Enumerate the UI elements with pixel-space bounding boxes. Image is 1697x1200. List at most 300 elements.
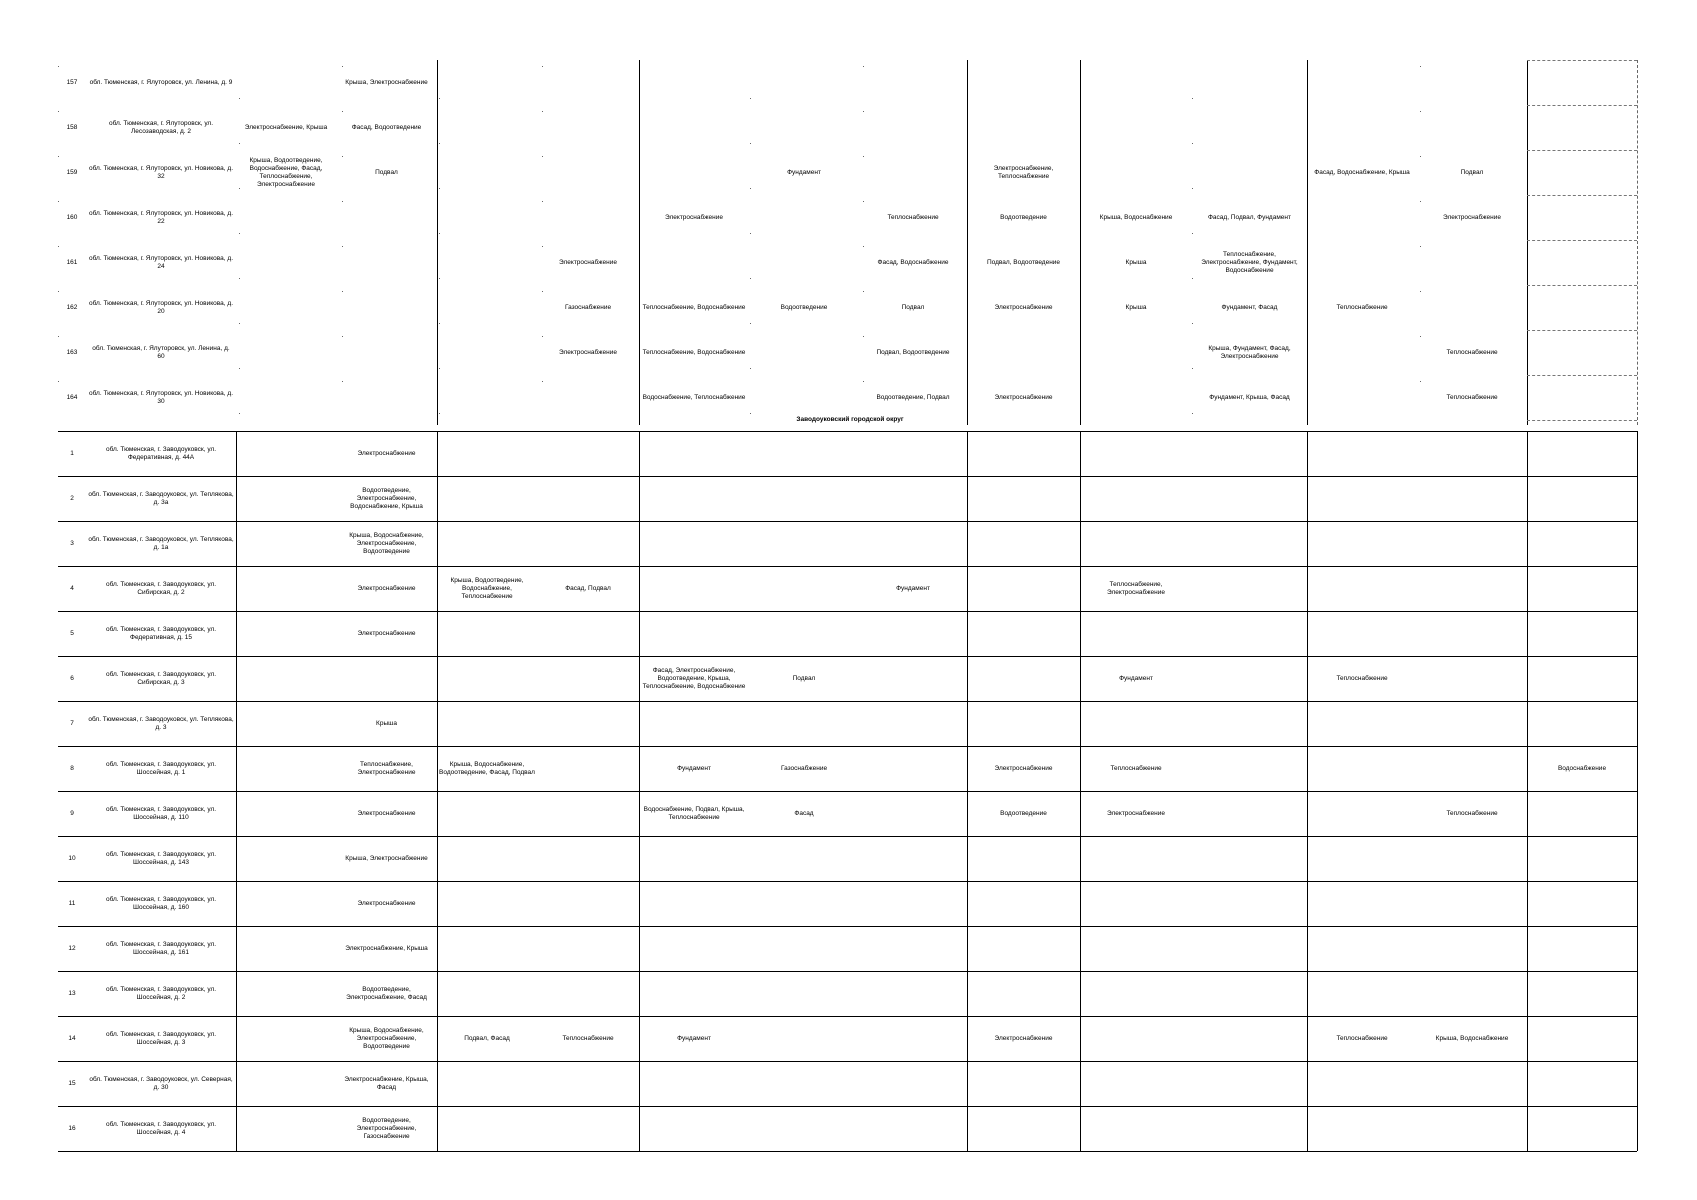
work-type-cell: [641, 432, 747, 475]
work-type-cell: [1309, 106, 1415, 149]
work-type-cell: [1082, 196, 1190, 239]
cell-text: Теплоснабжение, Водоснабжение: [642, 348, 746, 356]
work-type-cell: [1082, 331, 1190, 374]
work-type-cell: [861, 522, 965, 565]
work-type-cell: [1082, 477, 1190, 520]
work-type-cell: [1082, 657, 1190, 700]
work-type-cell: [969, 331, 1078, 374]
row-number: [60, 792, 84, 835]
work-type-cell: [238, 837, 334, 880]
cell-text: 10: [68, 854, 76, 862]
row-number: [60, 702, 84, 745]
work-type-cell: [1309, 151, 1415, 194]
work-type-cell: [439, 972, 535, 1015]
work-type-cell: [1194, 882, 1305, 925]
work-type-cell: [539, 657, 637, 700]
work-type-cell: [1419, 1062, 1525, 1105]
work-type-cell: [1309, 376, 1415, 419]
work-type-cell: [1082, 972, 1190, 1015]
work-type-cell: [969, 567, 1078, 610]
work-type-cell: [238, 477, 334, 520]
cell-text: Фасад, Водоснабжение: [877, 258, 949, 266]
cell-text: Подвал, Фасад: [464, 1034, 510, 1042]
cell-text: обл. Тюменская, г. Заводоуковск, ул. Сибирская, д. 3: [105, 670, 217, 686]
work-type-cell: [1419, 196, 1525, 239]
work-type-cell: [641, 792, 747, 835]
work-type-cell: [439, 747, 535, 790]
work-type-cell: [751, 657, 857, 700]
work-type-cell: [641, 1062, 747, 1105]
work-type-cell: [1419, 286, 1525, 329]
work-type-cell: [751, 1107, 857, 1150]
cell-text: Электроснабжение: [357, 584, 416, 592]
work-type-cell: [861, 331, 965, 374]
work-type-cell: [861, 477, 965, 520]
cell-text: Электроснабжение: [994, 303, 1053, 311]
cell-text: Крыша, Водоснабжение: [1099, 213, 1173, 221]
work-type-cell: [969, 1062, 1078, 1105]
row-number: [60, 612, 84, 655]
work-type-cell: [1082, 1062, 1190, 1105]
work-type-cell: [751, 61, 857, 104]
cell-text: 1: [70, 449, 74, 457]
work-type-cell: [238, 927, 334, 970]
cell-text: Электроснабжение: [559, 258, 617, 266]
work-type-cell: [641, 927, 747, 970]
work-type-cell: [1082, 151, 1190, 194]
work-type-cell: [338, 747, 435, 790]
work-type-cell: [1082, 567, 1190, 610]
cell-text: Подвал: [375, 168, 398, 176]
cell-text: Водоотведение: [780, 303, 828, 311]
cell-text: Теплоснабжение, Электроснабжение: [357, 760, 416, 776]
work-type-cell: [1082, 522, 1190, 565]
work-type-cell: [338, 972, 435, 1015]
work-type-cell: [338, 1062, 435, 1105]
cell-text: обл. Тюменская, г. Заводоуковск, ул. Шоссейная, д. 4: [105, 1120, 217, 1136]
work-type-cell: [861, 882, 965, 925]
row-number: [60, 196, 84, 239]
address-cell: [88, 612, 234, 655]
work-type-cell: [338, 837, 435, 880]
cell-text: обл. Тюменская, г. Ялуторовск, ул. Новикова, д. 22: [89, 209, 233, 225]
cell-text: Крыша, Фундамент, Фасад, Электроснабжение: [1208, 344, 1291, 360]
scan-mark: [58, 66, 59, 67]
cell-text: Подвал: [901, 303, 925, 311]
cell-text: обл. Тюменская, г. Заводоуковск, ул. Шоссейная, д. 1: [105, 760, 217, 776]
work-type-cell: [1082, 241, 1190, 284]
cell-text: Газоснабжение: [780, 764, 828, 772]
work-type-cell: [1309, 702, 1415, 745]
work-type-cell: [439, 1062, 535, 1105]
grid-line-vertical: [1637, 431, 1638, 1151]
cell-text: Фундамент, Фасад: [1221, 303, 1278, 311]
work-type-cell: [238, 1017, 334, 1060]
work-type-cell: [1309, 196, 1415, 239]
row-number: [60, 657, 84, 700]
work-type-cell: [338, 432, 435, 475]
work-type-cell: [1529, 331, 1635, 374]
work-type-cell: [1529, 747, 1635, 790]
cell-text: Теплоснабжение: [1110, 764, 1162, 772]
cell-text: Подвал: [1460, 168, 1484, 176]
work-type-cell: [1529, 882, 1635, 925]
work-type-cell: [969, 432, 1078, 475]
work-type-cell: [641, 612, 747, 655]
cell-text: Фундамент, Крыша, Фасад: [1209, 393, 1290, 401]
cell-text: Электроснабжение: [665, 213, 723, 221]
work-type-cell: [751, 972, 857, 1015]
work-type-cell: [861, 612, 965, 655]
work-type-cell: [439, 1017, 535, 1060]
cell-text: 160: [66, 213, 78, 221]
work-type-cell: [1194, 792, 1305, 835]
work-type-cell: [1194, 61, 1305, 104]
work-type-cell: [1529, 106, 1635, 149]
work-type-cell: [238, 702, 334, 745]
work-type-cell: [338, 927, 435, 970]
cell-text: Электроснабжение: [994, 1034, 1053, 1042]
cell-text: обл. Тюменская, г. Заводоуковск, ул. Сибирская, д. 2: [105, 580, 217, 596]
row-number: [60, 331, 84, 374]
work-type-cell: [1419, 1017, 1525, 1060]
work-type-cell: [1194, 522, 1305, 565]
work-type-cell: [1529, 702, 1635, 745]
cell-text: 13: [68, 989, 76, 997]
address-cell: [88, 522, 234, 565]
work-type-cell: [641, 657, 747, 700]
work-type-cell: [641, 477, 747, 520]
cell-text: обл. Тюменская, г. Заводоуковск, ул. Федеративная, д. 15: [105, 625, 217, 641]
work-type-cell: [641, 286, 747, 329]
row-number: [60, 567, 84, 610]
work-type-cell: [1529, 657, 1635, 700]
work-type-cell: [1529, 151, 1635, 194]
work-type-cell: [969, 972, 1078, 1015]
work-type-cell: [751, 927, 857, 970]
work-type-cell: [338, 151, 435, 194]
work-type-cell: [1419, 331, 1525, 374]
cell-text: Электроснабжение, Крыша: [244, 123, 328, 131]
cell-text: 4: [70, 584, 74, 592]
work-type-cell: [969, 241, 1078, 284]
work-type-cell: [539, 151, 637, 194]
work-type-cell: [1309, 286, 1415, 329]
work-type-cell: [238, 331, 334, 374]
work-type-cell: [1529, 61, 1635, 104]
work-type-cell: [641, 241, 747, 284]
cell-text: обл. Тюменская, г. Ялуторовск, ул. Новикова, д. 30: [89, 389, 233, 405]
work-type-cell: [1419, 477, 1525, 520]
work-type-cell: [238, 1062, 334, 1105]
grid-line-vertical: [967, 60, 968, 425]
work-type-cell: [1194, 241, 1305, 284]
work-type-cell: [861, 972, 965, 1015]
work-type-cell: [861, 1107, 965, 1150]
work-type-cell: [439, 196, 535, 239]
cell-text: Фундамент: [1119, 674, 1153, 682]
work-type-cell: [861, 792, 965, 835]
work-type-cell: [439, 331, 535, 374]
grid-line-vertical: [639, 60, 640, 425]
grid-line-vertical: [437, 60, 438, 425]
work-type-cell: [1309, 1062, 1415, 1105]
work-type-cell: [1419, 612, 1525, 655]
work-type-cell: [1529, 1017, 1635, 1060]
work-type-cell: [1309, 477, 1415, 520]
work-type-cell: [751, 1017, 857, 1060]
work-type-cell: [539, 241, 637, 284]
work-type-cell: [641, 567, 747, 610]
work-type-cell: [1309, 1017, 1415, 1060]
cell-text: Теплоснабжение: [1446, 393, 1498, 401]
work-type-cell: [238, 61, 334, 104]
cell-text: Крыша, Водоснабжение, Электроснабжение, Водоотведение: [349, 531, 424, 555]
cell-text: Крыша, Водоотведение, Водоснабжение, Фасад, Теплоснабжение, Электроснабжение: [249, 156, 323, 188]
cell-text: Теплоснабжение: [562, 1034, 614, 1042]
cell-text: Крыша: [1125, 258, 1147, 266]
grid-line-vertical-dashed: [1637, 60, 1638, 425]
row-number: [60, 151, 84, 194]
row-number: [60, 972, 84, 1015]
scan-mark: [1192, 143, 1193, 144]
work-type-cell: [338, 106, 435, 149]
work-type-cell: [439, 657, 535, 700]
cell-text: Теплоснабжение, Электроснабжение, Фундамент, Водоснабжение: [1201, 250, 1298, 274]
section-title: Заводоуковский городской округ: [796, 416, 904, 423]
work-type-cell: [969, 927, 1078, 970]
cell-text: Теплоснабжение: [1336, 303, 1388, 311]
work-type-cell: [969, 747, 1078, 790]
cell-text: Фундамент: [677, 1034, 711, 1042]
work-type-cell: [338, 477, 435, 520]
cell-text: обл. Тюменская, г. Заводоуковск, ул. Шоссейная, д. 3: [105, 1030, 217, 1046]
cell-text: обл. Тюменская, г. Заводоуковск, ул. Шоссейная, д. 110: [105, 805, 217, 821]
cell-text: обл. Тюменская, г. Заводоуковск, ул. Шоссейная, д. 143: [105, 850, 217, 866]
work-type-cell: [1194, 657, 1305, 700]
work-type-cell: [1529, 241, 1635, 284]
grid-line-horizontal: [58, 1151, 1637, 1152]
row-number: [60, 522, 84, 565]
work-type-cell: [1082, 747, 1190, 790]
work-type-cell: [861, 376, 965, 419]
work-type-cell: [1309, 837, 1415, 880]
cell-text: Фасад, Подвал, Фундамент: [1207, 213, 1291, 221]
work-type-cell: [751, 522, 857, 565]
cell-text: Электроснабжение: [357, 809, 416, 817]
cell-text: Крыша, Водоснабжение, Водоотведение, Фасад, Подвал: [439, 760, 535, 776]
work-type-cell: [969, 1107, 1078, 1150]
cell-text: обл. Тюменская, г. Заводоуковск, ул. Шоссейная, д. 160: [105, 895, 217, 911]
cell-text: 14: [68, 1034, 76, 1042]
row-number: [60, 927, 84, 970]
work-type-cell: [969, 792, 1078, 835]
work-type-cell: [641, 151, 747, 194]
work-type-cell: [338, 331, 435, 374]
work-type-cell: [539, 747, 637, 790]
work-type-cell: [238, 747, 334, 790]
work-type-cell: [238, 241, 334, 284]
work-type-cell: [338, 286, 435, 329]
work-type-cell: [539, 927, 637, 970]
cell-text: Газоснабжение: [564, 303, 612, 311]
cell-text: Теплоснабжение, Электроснабжение: [1107, 580, 1165, 596]
work-type-cell: [238, 376, 334, 419]
cell-text: Водоснабжение: [1557, 764, 1607, 772]
row-number: [60, 241, 84, 284]
work-type-cell: [439, 567, 535, 610]
work-type-cell: [861, 151, 965, 194]
work-type-cell: [539, 567, 637, 610]
work-type-cell: [1529, 792, 1635, 835]
address-cell: [88, 702, 234, 745]
work-type-cell: [539, 522, 637, 565]
work-type-cell: [861, 432, 965, 475]
work-type-cell: [1082, 286, 1190, 329]
work-type-cell: [1419, 432, 1525, 475]
work-type-cell: [439, 837, 535, 880]
work-type-cell: [1194, 927, 1305, 970]
cell-text: Водоснабжение, Подвал, Крыша, Теплоснабжение: [643, 805, 745, 821]
scan-mark: [1192, 233, 1193, 234]
work-type-cell: [338, 1017, 435, 1060]
row-number: [60, 61, 84, 104]
address-cell: [88, 432, 234, 475]
scan-mark: [1192, 188, 1193, 189]
row-number: [60, 1017, 84, 1060]
cell-text: Теплоснабжение, Водоснабжение: [642, 303, 746, 311]
address-cell: [88, 1107, 234, 1150]
address-cell: [88, 61, 234, 104]
work-type-cell: [539, 61, 637, 104]
scan-mark: [58, 246, 59, 247]
cell-text: Теплоснабжение: [1446, 348, 1498, 356]
work-type-cell: [539, 1017, 637, 1060]
address-cell: [88, 241, 234, 284]
work-type-cell: [539, 882, 637, 925]
work-type-cell: [238, 1107, 334, 1150]
work-type-cell: [1309, 792, 1415, 835]
work-type-cell: [641, 747, 747, 790]
cell-text: Водоотведение: [1000, 809, 1047, 817]
cell-text: 3: [70, 539, 74, 547]
work-type-cell: [641, 702, 747, 745]
row-number: [60, 1062, 84, 1105]
address-cell: [88, 972, 234, 1015]
work-type-cell: [539, 286, 637, 329]
work-type-cell: [751, 151, 857, 194]
work-type-cell: [1082, 927, 1190, 970]
work-type-cell: [861, 747, 965, 790]
cell-text: Фасад, Водоснабжение, Крыша: [1314, 168, 1410, 176]
work-type-cell: [539, 837, 637, 880]
work-type-cell: [861, 286, 965, 329]
work-type-cell: [641, 522, 747, 565]
work-type-cell: [1194, 702, 1305, 745]
cell-text: 162: [66, 303, 78, 311]
work-type-cell: [1194, 376, 1305, 419]
work-type-cell: [861, 837, 965, 880]
cell-text: Теплоснабжение: [1336, 674, 1388, 682]
work-type-cell: [969, 196, 1078, 239]
work-type-cell: [1194, 612, 1305, 655]
work-type-cell: [641, 106, 747, 149]
work-type-cell: [238, 612, 334, 655]
work-type-cell: [439, 522, 535, 565]
work-type-cell: [969, 612, 1078, 655]
work-type-cell: [439, 432, 535, 475]
cell-text: Крыша, Электроснабжение: [345, 854, 428, 862]
grid-line-horizontal-dashed: [1527, 420, 1637, 421]
cell-text: Электроснабжение: [357, 449, 416, 457]
cell-text: Крыша, Электроснабжение: [345, 78, 428, 86]
scan-mark: [58, 156, 59, 157]
work-type-cell: [539, 792, 637, 835]
row-number: [60, 882, 84, 925]
cell-text: Водоотведение, Подвал: [876, 393, 950, 401]
work-type-cell: [1529, 196, 1635, 239]
work-type-cell: [751, 286, 857, 329]
work-type-cell: [238, 882, 334, 925]
cell-text: Теплоснабжение: [1336, 1034, 1388, 1042]
work-type-cell: [338, 1107, 435, 1150]
work-type-cell: [338, 567, 435, 610]
work-type-cell: [238, 106, 334, 149]
grid-line-vertical: [1527, 60, 1528, 425]
cell-text: Подвал: [792, 674, 816, 682]
work-type-cell: [861, 196, 965, 239]
cell-text: Электроснабжение, Теплоснабжение: [993, 164, 1054, 180]
work-type-cell: [439, 61, 535, 104]
work-type-cell: [861, 702, 965, 745]
work-type-cell: [1194, 286, 1305, 329]
work-type-cell: [238, 657, 334, 700]
cell-text: Электроснабжение: [1107, 809, 1165, 817]
work-type-cell: [439, 792, 535, 835]
work-type-cell: [641, 196, 747, 239]
address-cell: [88, 927, 234, 970]
work-type-cell: [1194, 747, 1305, 790]
address-cell: [88, 151, 234, 194]
cell-text: Фундамент: [896, 584, 930, 592]
cell-text: Электроснабжение: [1443, 213, 1501, 221]
work-type-cell: [1194, 196, 1305, 239]
work-type-cell: [1309, 522, 1415, 565]
row-number: [60, 106, 84, 149]
cell-text: 11: [68, 899, 76, 907]
cell-text: 163: [66, 348, 78, 356]
cell-text: Подвал, Водоотведение: [986, 258, 1061, 266]
work-type-cell: [861, 106, 965, 149]
address-cell: [88, 747, 234, 790]
address-cell: [88, 567, 234, 610]
work-type-cell: [1082, 612, 1190, 655]
grid-line-vertical: [1307, 60, 1308, 425]
cell-text: Фасад, Водоотведение: [351, 123, 422, 131]
row-number: [60, 432, 84, 475]
work-type-cell: [338, 522, 435, 565]
work-type-cell: [1419, 61, 1525, 104]
work-type-cell: [1194, 837, 1305, 880]
row-number: [60, 376, 84, 419]
work-type-cell: [1419, 837, 1525, 880]
work-type-cell: [751, 747, 857, 790]
work-type-cell: [751, 837, 857, 880]
work-type-cell: [1529, 1107, 1635, 1150]
work-type-cell: [1529, 927, 1635, 970]
work-type-cell: [238, 196, 334, 239]
work-type-cell: [1419, 241, 1525, 284]
